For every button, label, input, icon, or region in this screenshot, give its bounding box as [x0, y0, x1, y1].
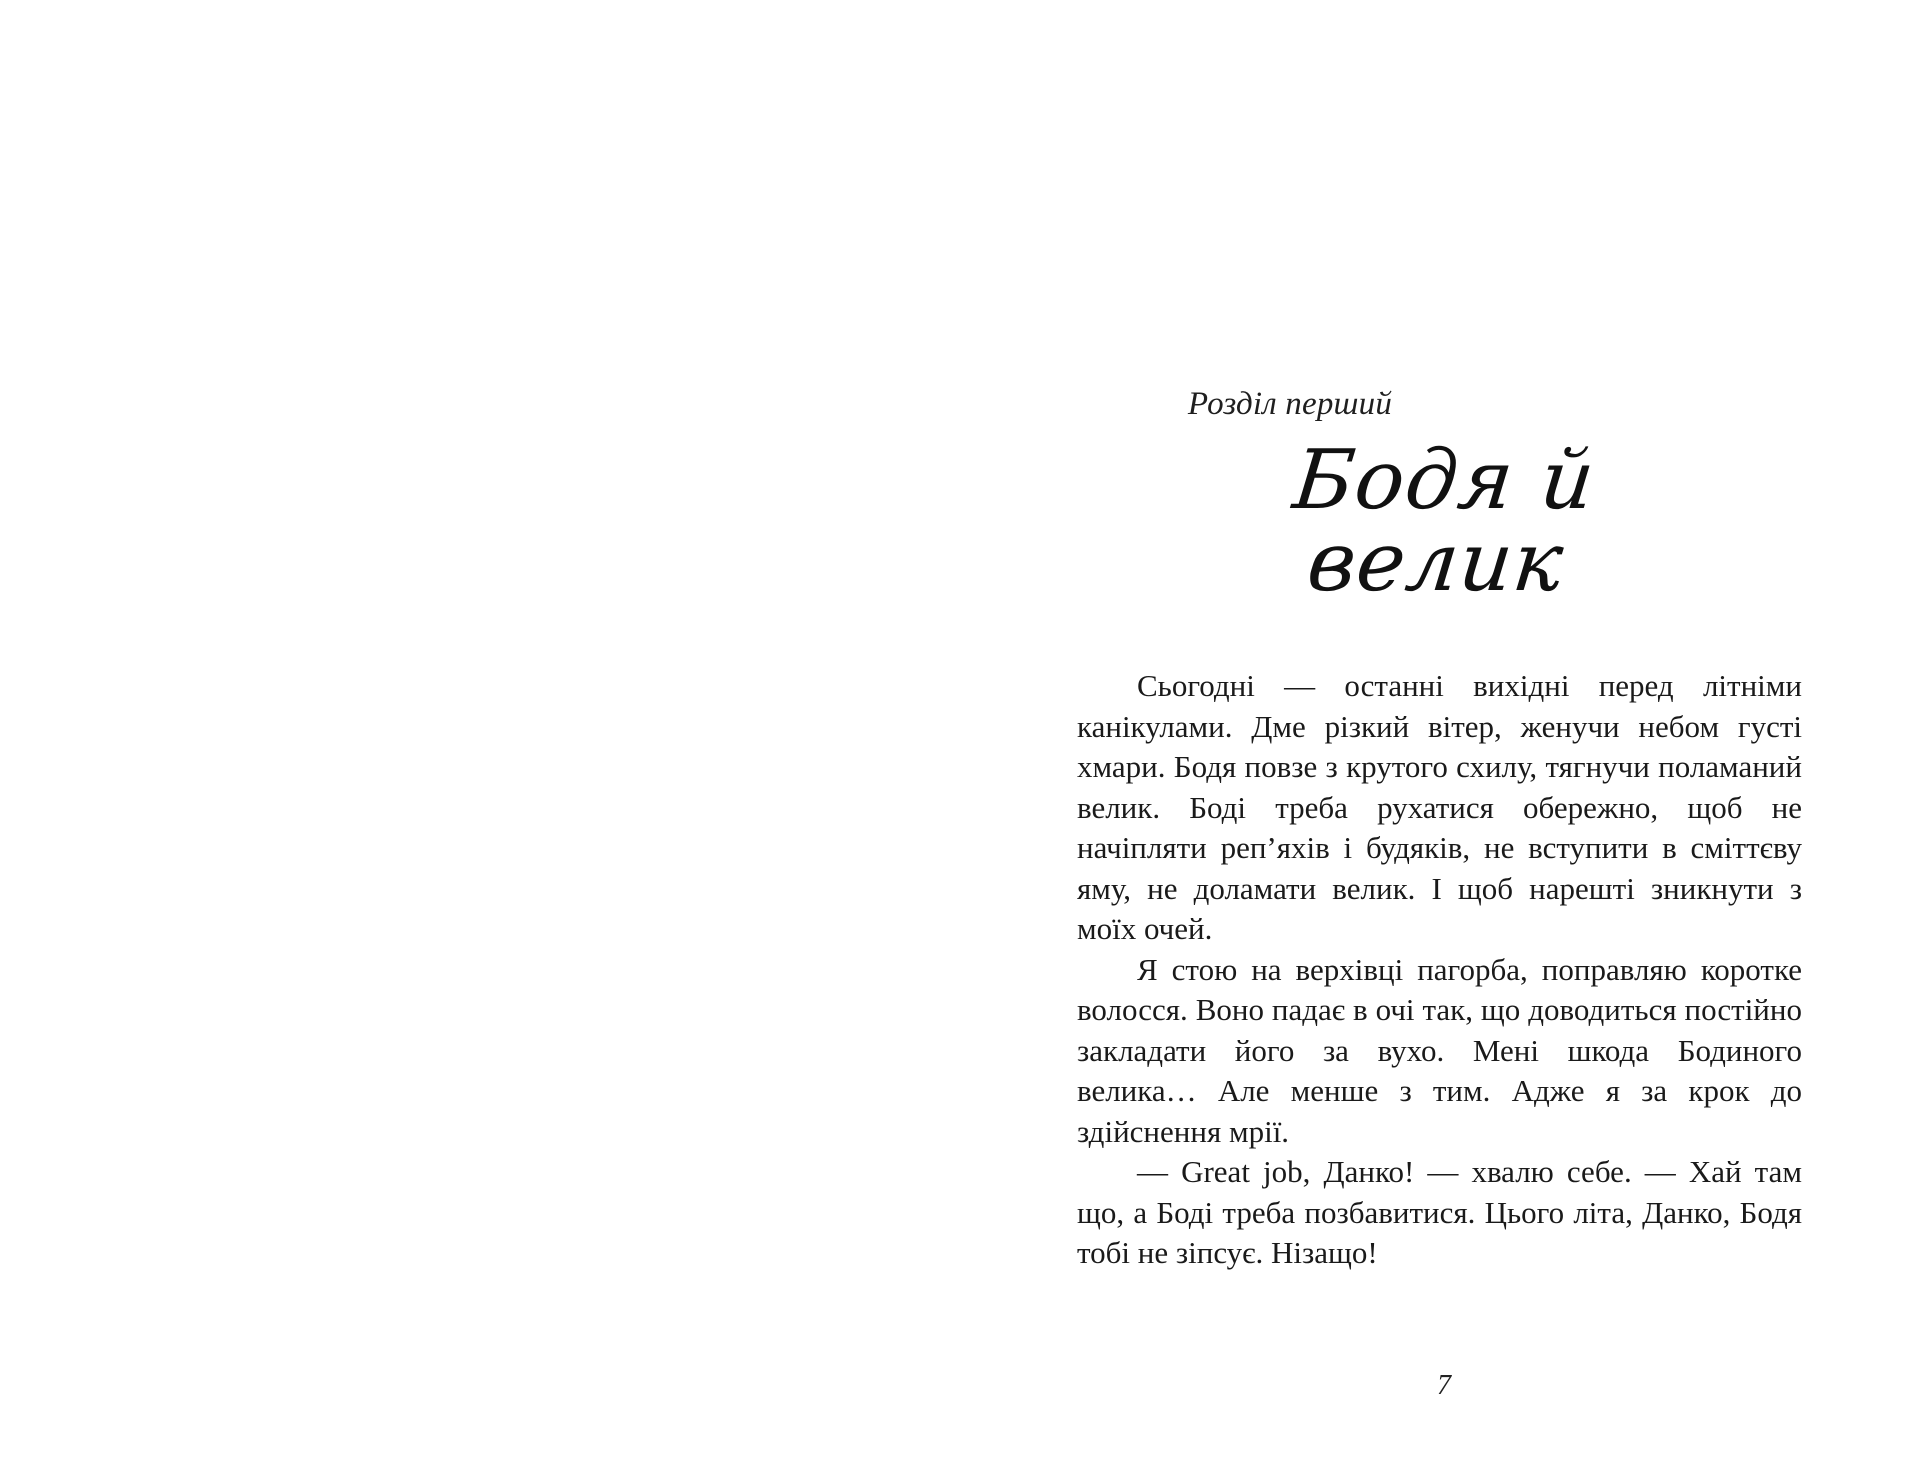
chapter-body-text — [1077, 666, 1802, 1274]
paragraph: — Great job, Данко! — хвалю себе. — Хай там що, а Боді треба позбавитися. Цього літа, Данко, Бодя тобі не зіпсує. Нізащо! — [1077, 1154, 1802, 1270]
page-number: 7 — [1437, 1370, 1451, 1401]
paragraph: Я стою на верхівці пагорба, поправляю коротке волосся. Воно падає в очі так, що доводиться постійно закладати його за вухо. Мені шкода Бодиного велика… Але менше з тим. Адже я за крок до здійснення мрії. — [1077, 951, 1802, 1149]
chapter-title: Бодя й велик — [1288, 433, 1600, 610]
chapter-label: Розділ перший — [1187, 386, 1393, 422]
paragraph: Сьогодні — останні вихідні перед літніми канікулами. Дме різкий вітер, женучи небом густі хмари. Бодя повзе з крутого схилу, тягнучи поламаний велик. Боді треба рухатися обережно, щоб не начіпляти реп’яхів і будяків, не вступити в сміттєву яму, не доламати велик. І щоб нарешті зникнути з моїх очей. — [1077, 668, 1802, 946]
